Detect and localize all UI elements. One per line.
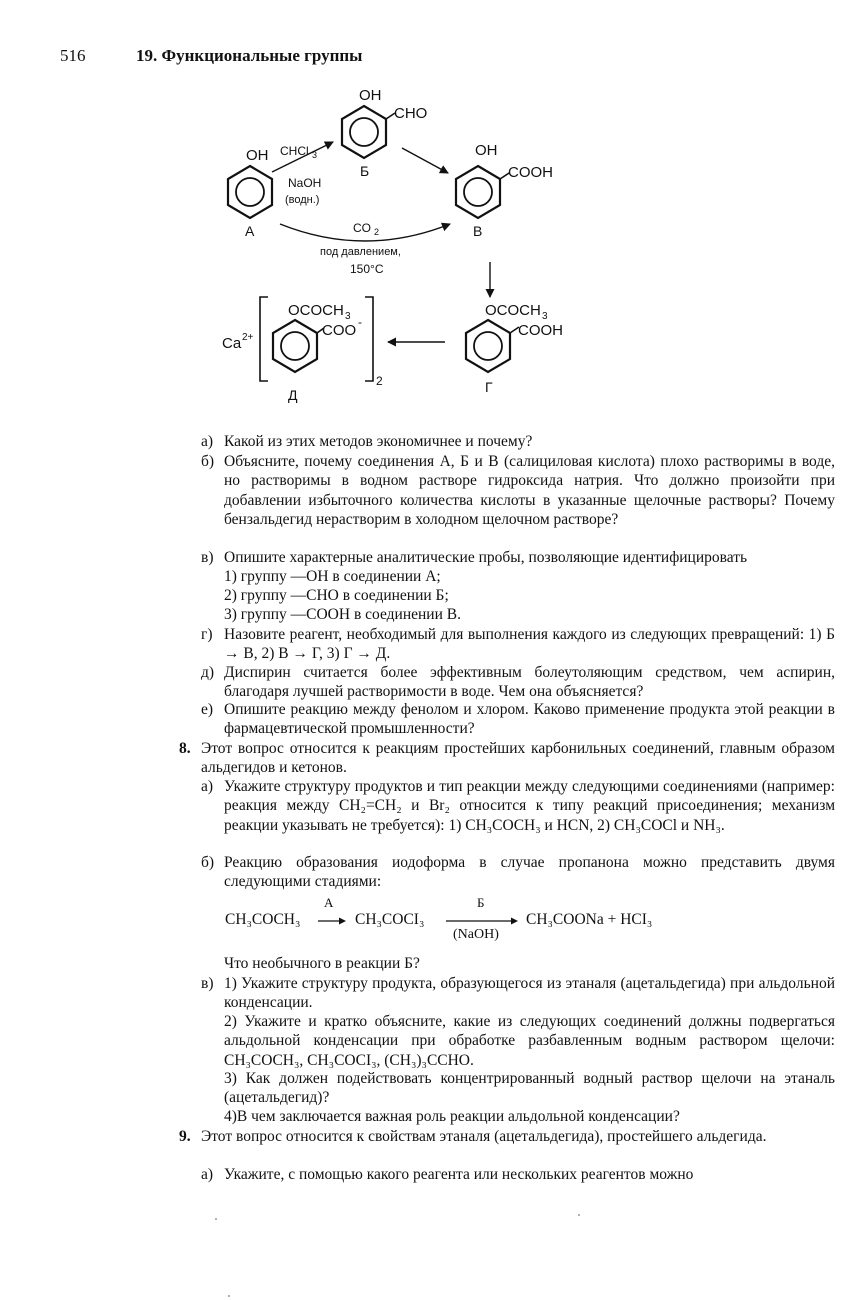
coo-d: COO [322,322,357,339]
question-8v-part4: 4)В чем заключается важная роль реакции альдольной конденсации? [224,1108,680,1125]
oh-v: OH [475,142,498,159]
chapter-title: 19. Функциональные группы [136,46,363,65]
scan-speck [228,1295,230,1297]
item-text: Опишите реакцию между фенолом и хлором. Каково применение продукта этой реакции в фармацевтической промышленности? [224,701,835,738]
item-text: Объясните, почему соединения А, Б и В (салициловая кислота) плохо растворимы в воде, но растворимы в водном растворе гидроксида натрия. Что должно произойти при добавлении избыточного количества кислоты в указанные щелочные растворы? Почему бензальдегид нерастворим в холодном щелочном растворе? [224,453,835,529]
question-number: 9. [179,1128,191,1145]
question-number: 8. [179,740,191,757]
ococh3-d-sub: 3 [345,311,351,322]
pressure-label: под давлением, [320,246,401,258]
co2: CO [353,221,371,235]
question-8v-part3: 3) Как должен подействовать концентрированный водный раствор щелочи на этаналь (ацетальдегид)? [224,1070,835,1107]
eq-reactant: CH₃COCH₃ [225,911,301,928]
label-d: Д [288,387,298,403]
question-text: Этот вопрос относится к реакциям простейших карбонильных соединений, главным образом альдегидов и кетонов. [201,740,835,777]
question-8v [201,974,835,1013]
label-v: В [473,223,483,239]
ococh3-d: OCOCH [288,302,344,319]
question-8v-part2: 2) Укажите и кратко объясните, какие из следующих соединений должны подвергаться альдольной конденсации при обработке разбавленным водным раствором щелочи: CH₃COCH₃, CH₃COCI₃, (CH₃)₃CCHO. [224,1013,835,1069]
label-a: А [245,223,255,239]
eq-intermediate: CH₃COCI₃ [355,911,425,928]
item-text: Назовите реагент, необходимый для выполнения каждого из следующих превращений: 1) Б → В, 2) В → Г, 3) Г → Д. [224,626,835,663]
chcl3-sub: 3 [312,150,318,160]
item-marker: б) [201,453,215,470]
label-b: Б [360,163,370,179]
cooh-g: COOH [518,322,563,339]
eq-naoh: (NaOH) [453,927,499,942]
bracket-subscript: 2 [376,374,383,388]
oh-a: OH [246,147,269,164]
item-text: Реакцию образования иодоформа в случае пропанона можно представить двумя следующими стадиями: [224,854,835,891]
eq-label-b: Б [477,895,485,910]
item-text: 1) Укажите структуру продукта, образующегося из этаналя (ацетальдегида) при альдольной конденсации. [224,975,835,1012]
label-g: Г [485,379,493,395]
cho-b: CHO [394,105,428,122]
question-7v-sub2: 2) группу —CHO в соединении Б; [224,587,449,604]
co2-sub: 2 [374,227,380,237]
temperature-label: 150°C [350,262,384,276]
question-text: Этот вопрос относится к свойствам этаналя (ацетальдегида), простейшего альдегида. [201,1128,767,1145]
item-marker: е) [201,701,214,718]
item-text: Укажите структуру продуктов и тип реакции между следующими соединениями (например: реакция между CH₂=CH₂ и Br₂ относится к типу реакций присоединения; механизм реакции указывать не требуется): 1) CH₃COCH₃ и HCN, 2) CH₃COCl и NH₃. [224,778,835,834]
item-marker: в) [201,549,214,566]
question-9a [201,1165,835,1184]
calcium-charge: 2+ [242,332,254,343]
question-7v-sub3: 3) группу —COOH в соединении В. [224,606,461,623]
question-7v-sub1: 1) группу —OH в соединении А; [224,568,441,585]
aqueous: (водн.) [285,194,320,206]
cooh-v: COOH [508,164,553,181]
item-marker: а) [201,1166,214,1183]
chcl3: CHCl [280,144,309,158]
naoh: NaOH [288,176,322,190]
item-text: Какой из этих методов экономичнее и почему? [224,433,533,450]
ococh3-g-sub: 3 [542,311,548,322]
item-marker: б) [201,854,215,871]
scan-speck [215,1218,217,1220]
eq-label-a: A [324,895,334,910]
coo-charge: - [358,315,362,329]
scan-speck [578,1214,580,1216]
calcium-label: Ca [222,335,242,352]
item-marker: г) [201,626,213,643]
question-9 [179,1127,835,1146]
ococh3-g: OCOCH [485,302,541,319]
item-text: Опишите характерные аналитические пробы, позволяющие идентифицировать [224,549,748,566]
item-marker: а) [201,433,214,450]
page-number: 516 [60,46,86,65]
eq-products: CH₃COONa + HCI₃ [526,911,653,928]
item-marker: а) [201,778,214,795]
oh-b: OH [359,87,382,104]
item-marker: д) [201,664,215,681]
item-marker: в) [201,975,214,992]
item-text: Диспирин считается более эффективным болеутоляющим средством, чем аспирин, благодаря лучшей растворимости в воде. Чем она объясняется? [224,664,835,701]
question-8b-followup: Что необычного в реакции Б? [224,955,420,972]
item-text: Укажите, с помощью какого реагента или нескольких реагентов можно [224,1166,694,1183]
